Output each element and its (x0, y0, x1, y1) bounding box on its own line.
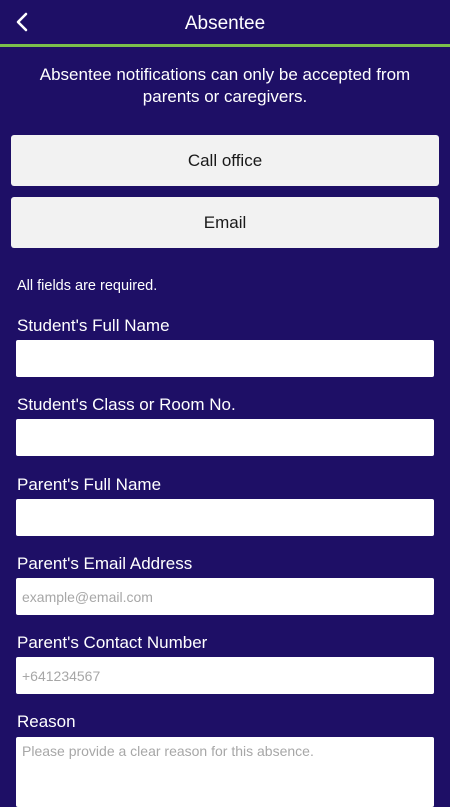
parent-name-label: Parent's Full Name (17, 475, 162, 494)
student-name-label: Student's Full Name (17, 316, 170, 335)
parent-name-input[interactable] (16, 499, 434, 536)
student-class-input[interactable] (16, 419, 434, 456)
app-header (0, 0, 450, 47)
student-class-label: Student's Class or Room No. (17, 395, 236, 414)
required-fields-note: All fields are required. (17, 278, 158, 294)
reason-label: Reason (17, 712, 76, 731)
student-name-input[interactable] (16, 340, 434, 377)
email-button[interactable]: Email (11, 197, 439, 248)
reason-textarea[interactable] (16, 737, 434, 807)
page-title: Absentee (184, 13, 266, 34)
parent-contact-input[interactable] (16, 657, 434, 694)
parent-email-input[interactable] (16, 578, 434, 615)
parent-email-label: Parent's Email Address (17, 554, 193, 573)
call-office-button[interactable]: Call office (11, 135, 439, 186)
parent-contact-label: Parent's Contact Number (17, 633, 208, 652)
parents-only-notice: Absentee notifications can only be accepted from parents or caregivers. (39, 65, 411, 106)
